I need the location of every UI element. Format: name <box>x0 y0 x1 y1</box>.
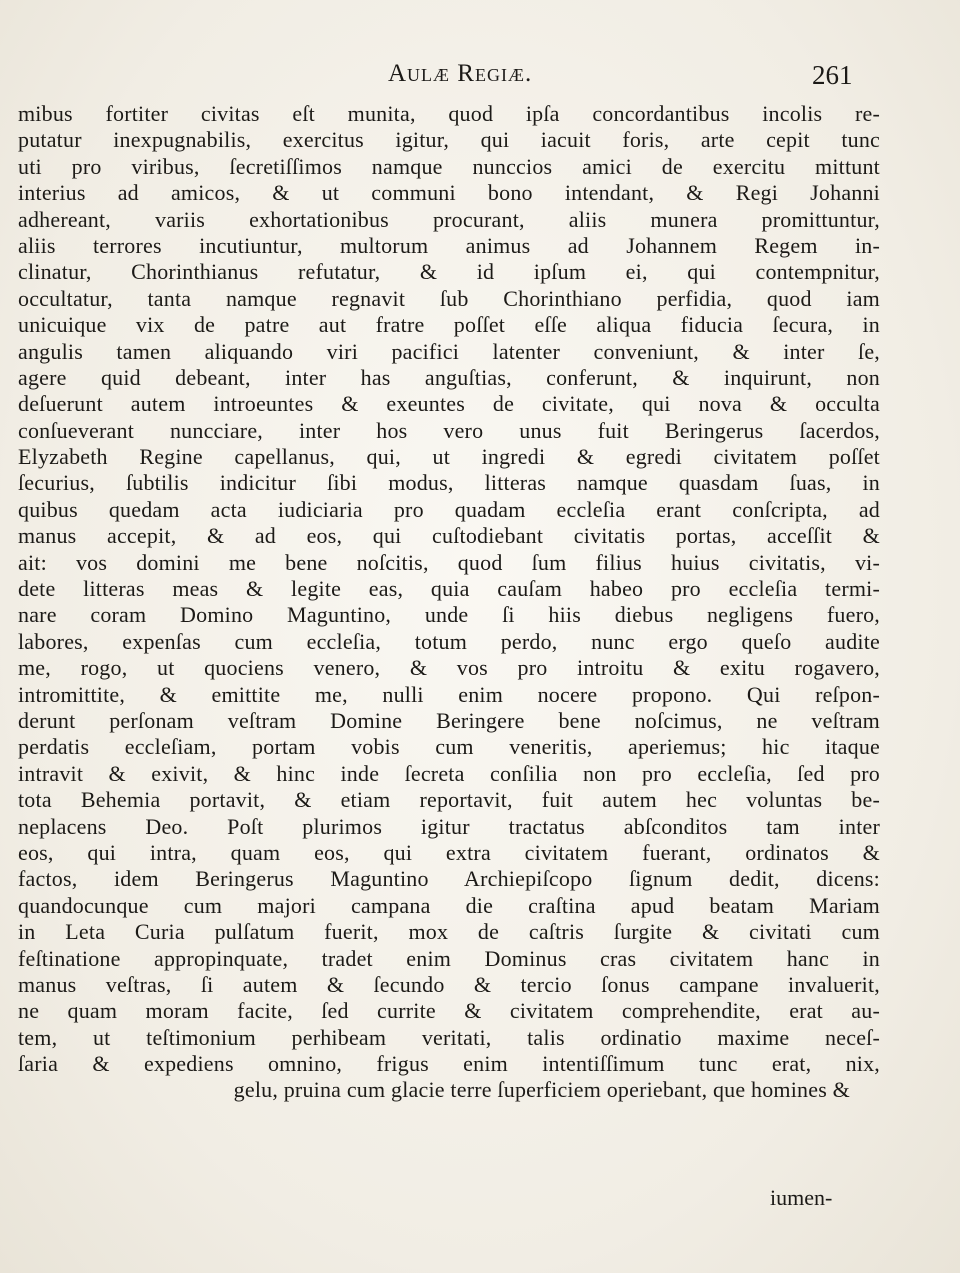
text-line: quandocunque cum majori campana die craſtina apud beatam Mariam <box>18 892 880 918</box>
text-line: interius ad amicos, & ut communi bono intendant, & Regi Johanni <box>18 180 880 206</box>
text-line: uti pro viribus, ſecretiſſimos namque nunccios amici de exercitu mittunt <box>18 153 880 179</box>
text-line: Elyzabeth Regine capellanus, qui, ut ingredi & egredi civitatem poſſet <box>18 444 880 470</box>
text-line: dete litteras meas & legite eas, quia cauſam habeo pro eccleſia termi- <box>18 576 880 602</box>
text-line: intromittite, & emittite me, nulli enim nocere propono. Qui reſpon- <box>18 681 880 707</box>
text-line: labores, expenſas cum eccleſia, totum perdo, nunc ergo queſo audite <box>18 628 880 654</box>
text-line: occultatur, tanta namque regnavit ſub Chorinthiano perfidia, quod iam <box>18 285 880 311</box>
text-line: derunt perſonam veſtram Domine Beringere bene noſcimus, ne veſtram <box>18 707 880 733</box>
text-line: ne quam moram facite, ſed currite & civitatem comprehendite, erat au- <box>18 998 880 1024</box>
text-line: putatur inexpugnabilis, exercitus igitur, qui iacuit foris, arte cepit tunc <box>18 127 880 153</box>
text-line: clinatur, Chorinthianus refutatur, & id ipſum ei, qui contempnitur, <box>18 259 880 285</box>
text-line: agere quid debeant, inter has anguſtias, conferunt, & inquirunt, non <box>18 364 880 390</box>
text-line: feſtinatione appropinquate, tradet enim Dominus cras civitatem hanc in <box>18 945 880 971</box>
text-line: eos, qui intra, quam eos, qui extra civitatem fuerant, ordinatos & <box>18 839 880 865</box>
text-line: mibus fortiter civitas eſt munita, quod ipſa concordantibus incolis re- <box>18 101 880 126</box>
running-head <box>0 58 960 98</box>
text-line: tem, ut teſtimonium perhibeam veritati, talis ordinatio maxime neceſ- <box>18 1024 880 1050</box>
text-line: tota Behemia portavit, & etiam reportavit, fuit autem hec voluntas be- <box>18 787 880 813</box>
text-line: adhereant, variis exhortationibus procurant, aliis munera promittuntur, <box>18 206 880 232</box>
text-line: unicuique vix de patre aut fratre poſſet eſſe aliqua fiducia ſecura, in <box>18 312 880 338</box>
text-line: factos, idem Beringerus Maguntino Archiepiſcopo ſignum dedit, dicens: <box>18 866 880 892</box>
text-line: intravit & exivit, & hinc inde ſecreta conſilia non pro eccleſia, ſed pro <box>18 760 880 786</box>
text-line: manus accepit, & ad eos, qui cuſtodiebant civitatis portas, acceſſit & <box>18 523 880 549</box>
text-line: perdatis eccleſiam, portam vobis cum veneritis, aperiemus; hic itaque <box>18 734 880 760</box>
text-line: me, rogo, ut quociens venero, & vos pro introitu & exitu rogavero, <box>18 655 880 681</box>
text-line: deſuerunt autem introeuntes & exeuntes de civitate, qui nova & occulta <box>18 391 880 417</box>
text-line: quibus quedam acta iudiciaria pro quadam eccleſia erant conſcripta, ad <box>18 496 880 522</box>
text-line: gelu, pruina cum glacie terre ſuperficiem operiebant, que homines & <box>233 1077 850 1103</box>
text-line: nare coram Domino Maguntino, unde ſi hiis diebus negligens fuero, <box>18 602 880 628</box>
text-line: ſaria & expediens omnino, frigus enim intentiſſimum tunc erat, nix, <box>18 1051 880 1077</box>
body-text <box>18 101 880 1104</box>
text-line: conſueverant nuncciare, inter hos vero unus fuit Beringerus ſacerdos, <box>18 417 880 443</box>
catchword: iumen- <box>770 1185 833 1210</box>
text-line: ſecurius, ſubtilis indicitur ſibi modus, litteras namque quasdam ſuas, in <box>18 470 880 496</box>
running-title: Aulæ Regiæ. <box>388 60 533 87</box>
text-line: manus veſtras, ſi autem & ſecundo & tercio ſonus campane invaluerit, <box>18 971 880 997</box>
page-number: 261 <box>812 60 853 90</box>
text-line: neplacens Deo. Poſt plurimos igitur tractatus abſconditos tam inter <box>18 813 880 839</box>
text-line: angulis tamen aliquando viri pacifici latenter conveniunt, & inter ſe, <box>18 338 880 364</box>
text-line: ait: vos domini me bene noſcitis, quod ſum filius huius civitatis, vi- <box>18 549 880 575</box>
text-line: in Leta Curia pulſatum fuerit, mox de caſtris ſurgite & civitati cum <box>18 919 880 945</box>
text-line: aliis terrores incutiuntur, multorum animus ad Johannem Regem in- <box>18 232 880 258</box>
